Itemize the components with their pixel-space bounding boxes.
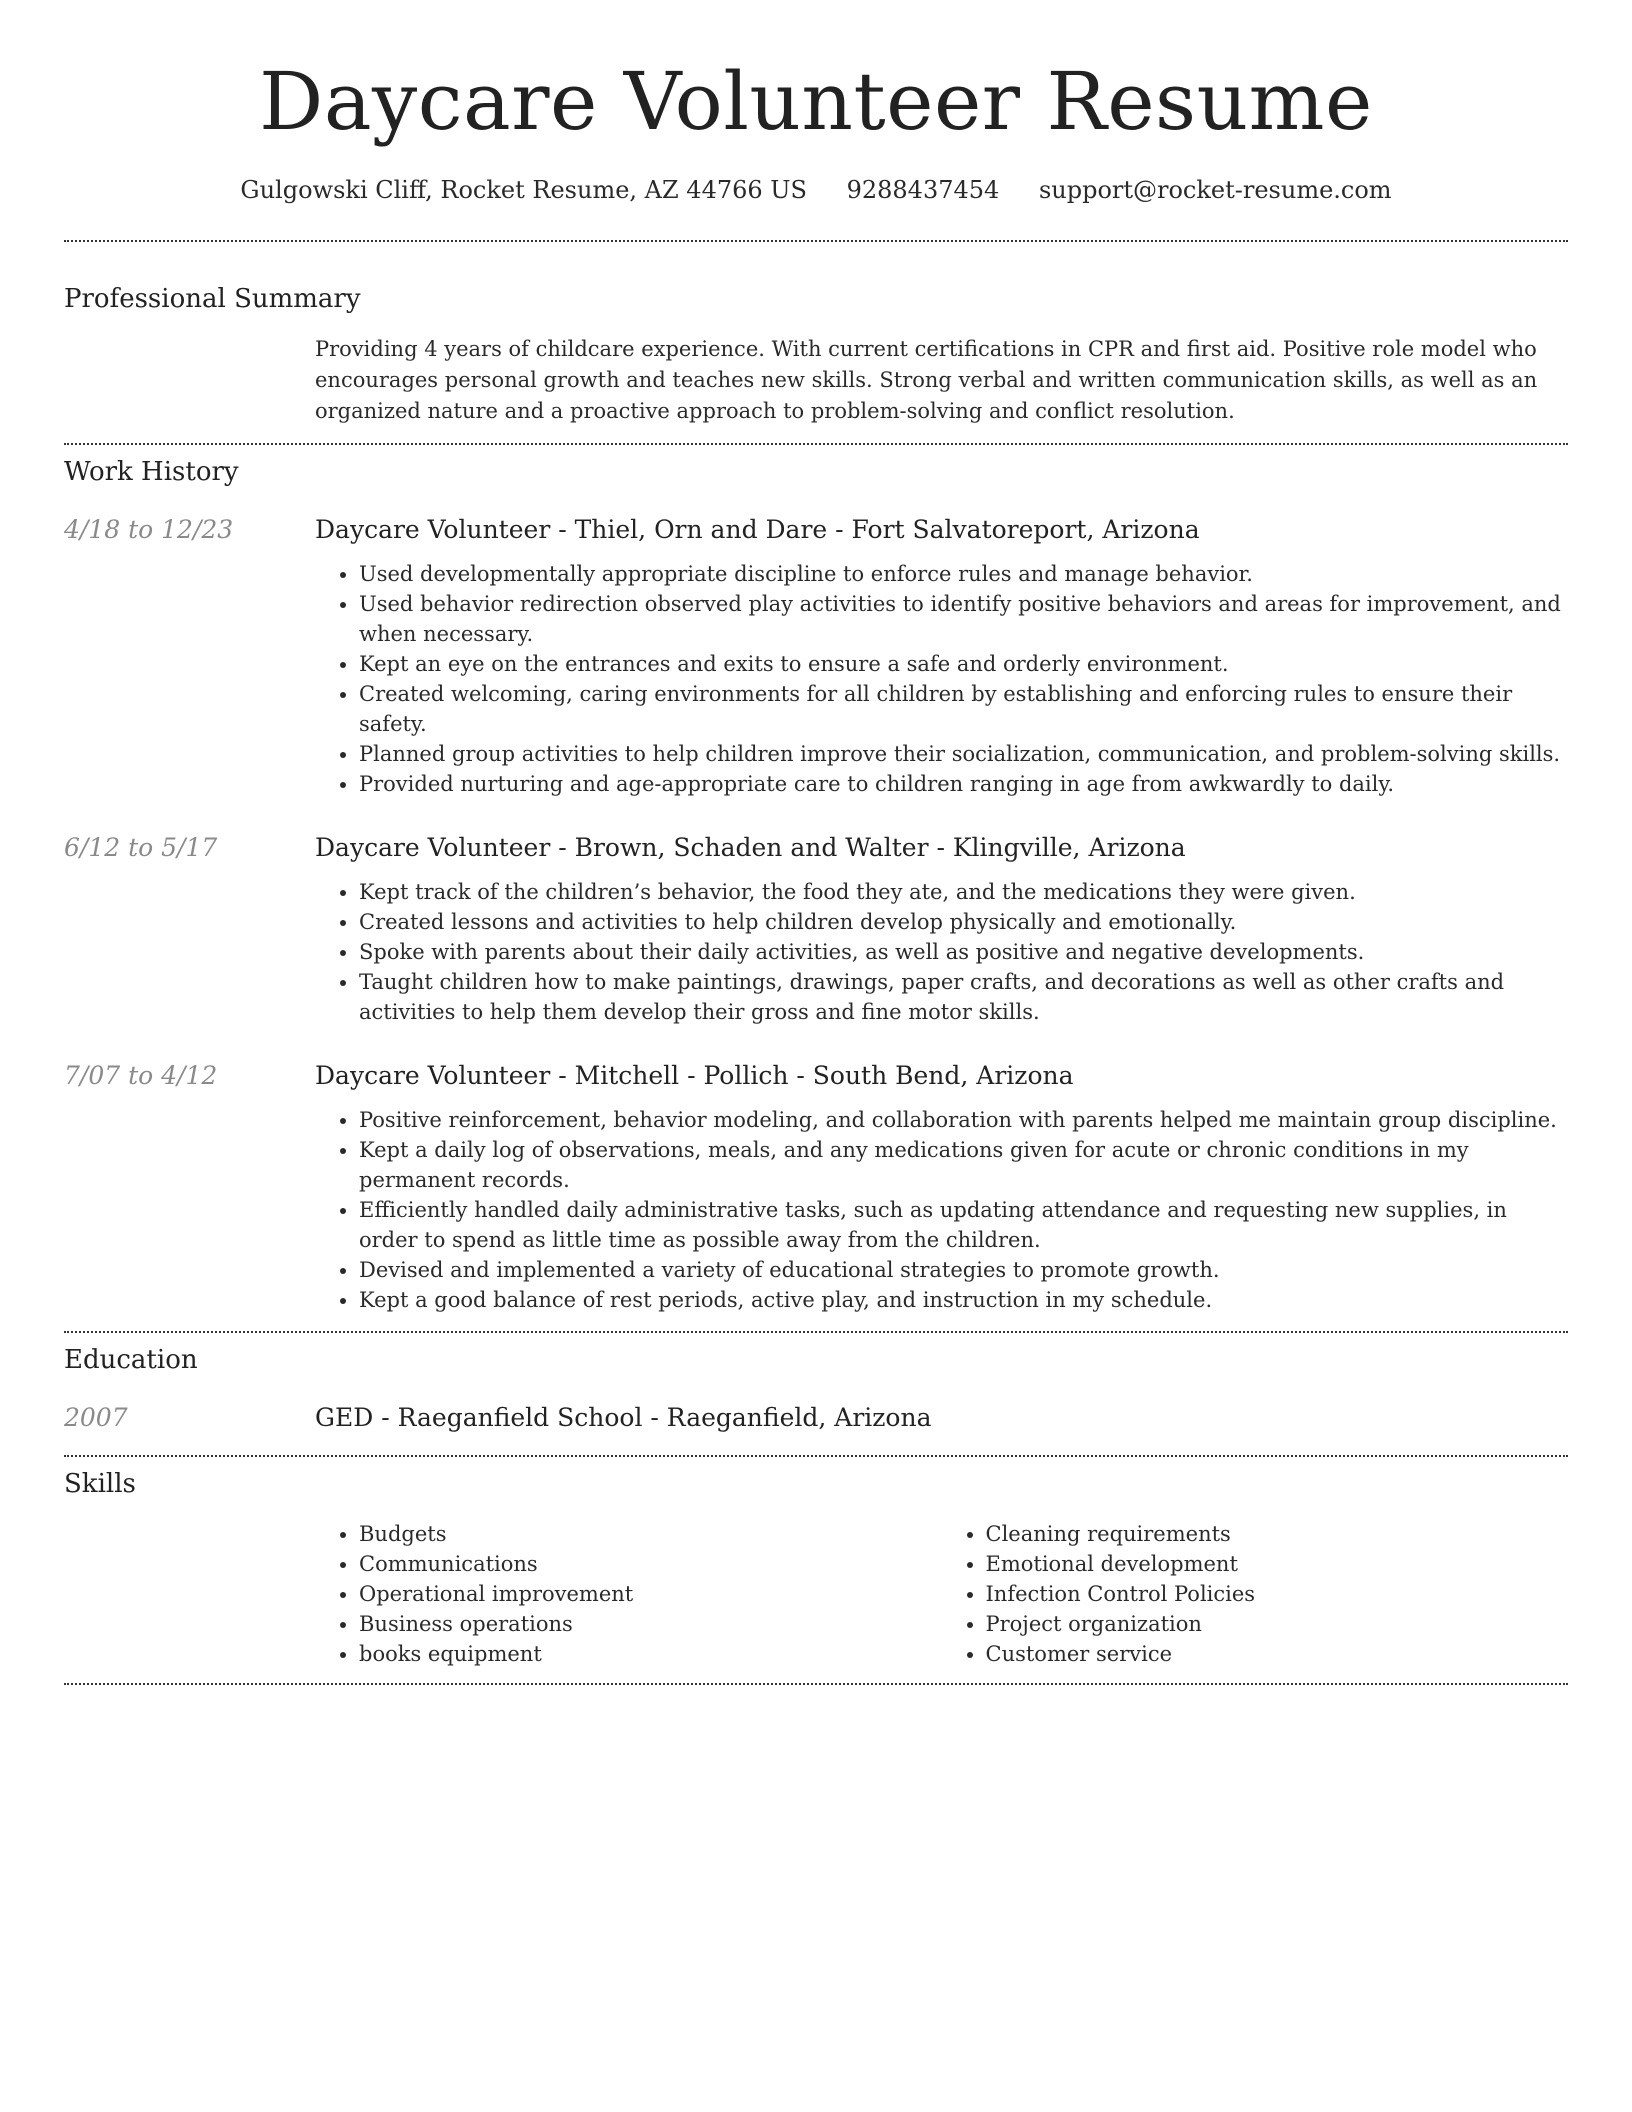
list-item: • Positive reinforcement, behavior modeling, and collaboration with parents helped me maintain group discipline. [359,1105,1568,1135]
list-item: • Kept a good balance of rest periods, active play, and instruction in my schedule. [359,1285,1568,1315]
skill-item: • Communications [359,1549,942,1579]
summary-text: Providing 4 years of childcare experience. With current certifications in CPR and first aid. Positive role model who encourages personal growth and teaches new skills. Strong verbal and written communication skills, as well as an organized nature and a proactive approach to problem-solving and conflict resolution. [315,337,1538,423]
education-year: 2007 [64,1403,128,1432]
list-item: • Kept track of the children’s behavior, the food they ate, and the medications they were given. [359,877,1568,907]
list-item: • Kept a daily log of observations, meals, and any medications given for acute or chronic conditions in my permanent records. [359,1135,1568,1195]
education-heading: Education [64,1345,198,1375]
job-dates: 6/12 to 5/17 [64,833,218,862]
education-entry [64,1401,1568,1435]
list-item: • Created welcoming, caring environments for all children by establishing and enforcing rules to ensure their safety. [359,679,1568,739]
list-item: • Provided nurturing and age-appropriate care to children ranging in age from awkwardly to daily. [359,769,1568,799]
divider [64,1683,1568,1685]
skill-item: • Emotional development [986,1549,1569,1579]
skills-list-left [315,1519,942,1669]
list-item: • Efficiently handled daily administrative tasks, such as updating attendance and requesting new supplies, in order to spend as little time as possible away from the children. [359,1195,1568,1255]
job-bullets [315,559,1568,799]
skill-item: • Cleaning requirements [986,1519,1569,1549]
job-title: Daycare Volunteer - Brown, Schaden and Walter - Klingville, Arizona [315,833,1186,862]
work-history-heading: Work History [64,457,239,487]
skill-item: • Budgets [359,1519,942,1549]
skill-item: • Project organization [986,1609,1569,1639]
list-item: • Used behavior redirection observed play activities to identify positive behaviors and areas for improvement, and when necessary. [359,589,1568,649]
education-detail: GED - Raeganfield School - Raeganfield, Arizona [315,1403,932,1432]
resume-title: Daycare Volunteer Resume [259,55,1373,148]
skills-list-right [942,1519,1569,1669]
skill-item: • Business operations [359,1609,942,1639]
list-item: • Spoke with parents about their daily activities, as well as positive and negative developments. [359,937,1568,967]
job-entry [64,513,1568,799]
job-dates: 4/18 to 12/23 [64,515,234,544]
skill-item: • Infection Control Policies [986,1579,1569,1609]
contact-address: Gulgowski Cliff, Rocket Resume, AZ 44766 US [240,176,807,204]
contact-phone: 9288437454 [846,176,1000,204]
work-history-section [64,445,1568,1331]
contact-email: support@rocket-resume.com [1038,176,1392,204]
list-item: • Planned group activities to help children improve their socialization, communication, and problem-solving skills. [359,739,1568,769]
skill-item: • books equipment [359,1639,942,1669]
job-title: Daycare Volunteer - Thiel, Orn and Dare - Fort Salvatoreport, Arizona [315,515,1200,544]
list-item: • Used developmentally appropriate discipline to enforce rules and manage behavior. [359,559,1568,589]
skills-heading: Skills [64,1469,136,1499]
skill-item: • Customer service [986,1639,1569,1669]
skill-item: • Operational improvement [359,1579,942,1609]
list-item: • Devised and implemented a variety of educational strategies to promote growth. [359,1255,1568,1285]
skills-section [64,1457,1568,1683]
education-section [64,1333,1568,1455]
job-bullets [315,1105,1568,1315]
job-bullets [315,877,1568,1027]
list-item: • Created lessons and activities to help children develop physically and emotionally. [359,907,1568,937]
resume-page [64,0,1568,1685]
list-item: • Kept an eye on the entrances and exits to ensure a safe and orderly environment. [359,649,1568,679]
list-item: • Taught children how to make paintings, drawings, paper crafts, and decorations as well as other crafts and activities to help them develop their gross and fine motor skills. [359,967,1568,1027]
job-dates: 7/07 to 4/12 [64,1061,218,1090]
summary-heading: Professional Summary [64,284,361,314]
job-entry [64,831,1568,1027]
summary-section [64,242,1568,443]
contact-line [64,174,1568,206]
job-title: Daycare Volunteer - Mitchell - Pollich - South Bend, Arizona [315,1061,1074,1090]
job-entry [64,1059,1568,1331]
